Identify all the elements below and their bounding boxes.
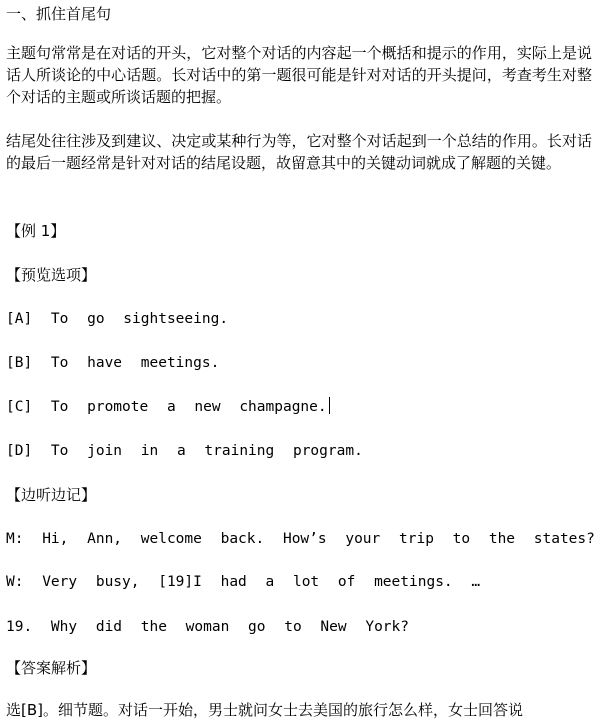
paragraph-topic-sentence: 主题句常常是在对话的开头，它对整个对话的内容起一个概括和提示的作用，实际上是说话人所谈论的中心话题。长对话中的第一题很可能是针对对话的开头提问，考查考生对整个对话的主题或所谈话题的把握。 (6, 44, 592, 106)
example-label: 【例 1】 (6, 222, 66, 240)
dialog-line-woman: W: Very busy, [19]I had a lot of meetings. … (6, 574, 481, 590)
question-19: 19. Why did the woman go to New York? (6, 619, 410, 635)
option-a: [A] To go sightseeing. (6, 311, 229, 327)
answer-text: 选[B]。细节题。对话一开始，男士就问女士去美国的旅行怎么样，女士回答说 (6, 701, 523, 719)
option-b: [B] To have meetings. (6, 355, 220, 371)
option-c-row (6, 397, 594, 417)
preview-options-label: 【预览选项】 (6, 266, 97, 284)
dialog-line-man: M: Hi, Ann, welcome back. How’s your trip to the states? (6, 531, 595, 547)
text-cursor (329, 397, 330, 414)
paragraph-ending-sentence: 结尾处往往涉及到建议、决定或某种行为等，它对整个对话起到一个总结的作用。长对话的最后一题经常是针对对话的结尾设题，故留意其中的关键动词就成了解题的关键。 (6, 132, 592, 172)
option-c: [C] To promote a new champagne. (6, 399, 327, 415)
answer-analysis-label: 【答案解析】 (6, 659, 97, 677)
listen-notes-label: 【边听边记】 (6, 486, 97, 504)
option-d: [D] To join in a training program. (6, 443, 363, 459)
section-heading: 一、抓住首尾句 (6, 5, 112, 23)
